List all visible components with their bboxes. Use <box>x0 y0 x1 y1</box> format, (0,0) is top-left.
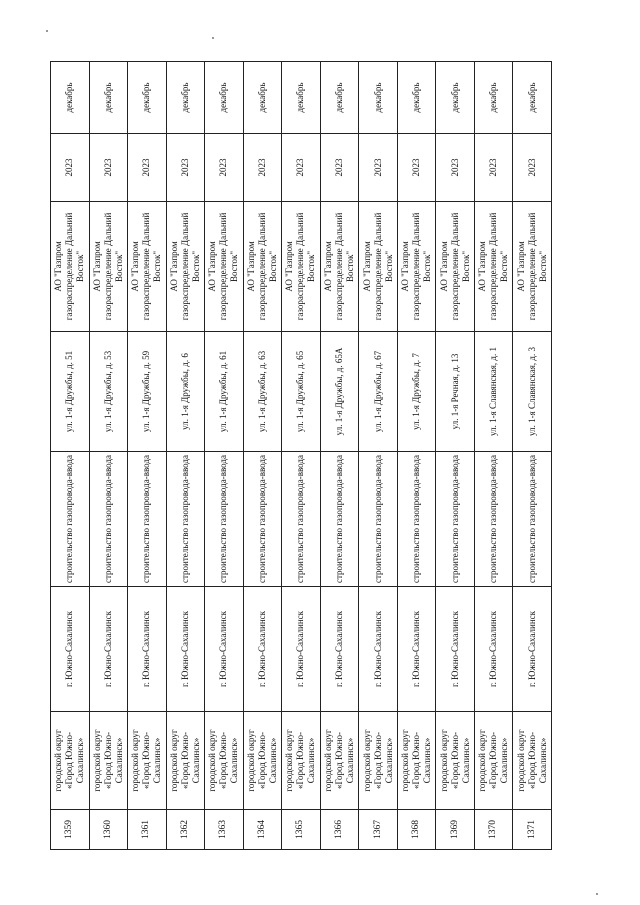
organization-cell: АО "Газпром газораспределение Дальний Восток" <box>166 202 205 332</box>
work-type-cell: строительство газопровода-ввода <box>397 452 436 587</box>
district-cell: городской округ «Город Южно-Сахалинск» <box>320 712 359 810</box>
month-cell: декабрь <box>513 62 552 134</box>
district-cell: городской округ «Город Южно-Сахалинск» <box>513 712 552 810</box>
row-number: 1370 <box>474 810 513 850</box>
table-body <box>51 62 552 850</box>
gas-pipeline-table <box>50 61 552 850</box>
month-cell: декабрь <box>51 62 90 134</box>
city-cell: г. Южно-Сахалинск <box>397 587 436 712</box>
year-cell: 2023 <box>359 134 398 202</box>
row-number: 1363 <box>205 810 244 850</box>
address-cell: ул. 1-я Дружбы, д. 51 <box>51 332 90 452</box>
city-cell: г. Южно-Сахалинск <box>89 587 128 712</box>
city-cell: г. Южно-Сахалинск <box>51 587 90 712</box>
address-cell: ул. 1-я Дружбы, д. 67 <box>359 332 398 452</box>
organization-cell: АО "Газпром газораспределение Дальний Восток" <box>513 202 552 332</box>
month-cell: декабрь <box>128 62 167 134</box>
year-cell: 2023 <box>320 134 359 202</box>
address-cell: ул. 1-я Дружбы, д. 59 <box>128 332 167 452</box>
work-type-cell: строительство газопровода-ввода <box>474 452 513 587</box>
organization-cell: АО "Газпром газораспределение Дальний Восток" <box>397 202 436 332</box>
table-row <box>513 62 552 850</box>
district-cell: городской округ «Город Южно-Сахалинск» <box>51 712 90 810</box>
row-number: 1362 <box>166 810 205 850</box>
work-type-cell: строительство газопровода-ввода <box>51 452 90 587</box>
organization-cell: АО "Газпром газораспределение Дальний Восток" <box>282 202 321 332</box>
work-type-cell: строительство газопровода-ввода <box>436 452 475 587</box>
address-cell: ул. 1-я Дружбы, д. 6 <box>166 332 205 452</box>
table-row <box>397 62 436 850</box>
work-type-cell: строительство газопровода-ввода <box>359 452 398 587</box>
district-cell: городской округ «Город Южно-Сахалинск» <box>128 712 167 810</box>
table-row <box>205 62 244 850</box>
row-number: 1366 <box>320 810 359 850</box>
table-row <box>436 62 475 850</box>
organization-cell: АО "Газпром газораспределение Дальний Восток" <box>359 202 398 332</box>
year-cell: 2023 <box>397 134 436 202</box>
year-cell: 2023 <box>474 134 513 202</box>
table-row <box>359 62 398 850</box>
district-cell: городской округ «Город Южно-Сахалинск» <box>243 712 282 810</box>
table-row <box>243 62 282 850</box>
table-row <box>474 62 513 850</box>
work-type-cell: строительство газопровода-ввода <box>128 452 167 587</box>
month-cell: декабрь <box>89 62 128 134</box>
year-cell: 2023 <box>128 134 167 202</box>
year-cell: 2023 <box>205 134 244 202</box>
organization-cell: АО "Газпром газораспределение Дальний Восток" <box>205 202 244 332</box>
table-row <box>89 62 128 850</box>
organization-cell: АО "Газпром газораспределение Дальний Восток" <box>320 202 359 332</box>
organization-cell: АО "Газпром газораспределение Дальний Восток" <box>474 202 513 332</box>
month-cell: декабрь <box>359 62 398 134</box>
work-type-cell: строительство газопровода-ввода <box>89 452 128 587</box>
city-cell: г. Южно-Сахалинск <box>205 587 244 712</box>
row-number: 1371 <box>513 810 552 850</box>
year-cell: 2023 <box>89 134 128 202</box>
district-cell: городской округ «Город Южно-Сахалинск» <box>436 712 475 810</box>
address-cell: ул. 1-я Дружбы, д. 65 <box>282 332 321 452</box>
month-cell: декабрь <box>320 62 359 134</box>
district-cell: городской округ «Город Южно-Сахалинск» <box>359 712 398 810</box>
city-cell: г. Южно-Сахалинск <box>436 587 475 712</box>
year-cell: 2023 <box>436 134 475 202</box>
address-cell: ул. 1-я Речная, д. 13 <box>436 332 475 452</box>
district-cell: городской округ «Город Южно-Сахалинск» <box>89 712 128 810</box>
city-cell: г. Южно-Сахалинск <box>513 587 552 712</box>
row-number: 1361 <box>128 810 167 850</box>
district-cell: городской округ «Город Южно-Сахалинск» <box>474 712 513 810</box>
city-cell: г. Южно-Сахалинск <box>359 587 398 712</box>
work-type-cell: строительство газопровода-ввода <box>205 452 244 587</box>
work-type-cell: строительство газопровода-ввода <box>166 452 205 587</box>
row-number: 1359 <box>51 810 90 850</box>
row-number: 1367 <box>359 810 398 850</box>
scan-speck <box>46 30 48 32</box>
district-cell: городской округ «Город Южно-Сахалинск» <box>166 712 205 810</box>
month-cell: декабрь <box>474 62 513 134</box>
address-cell: ул. 1-я Славянская, д. 1 <box>474 332 513 452</box>
district-cell: городской округ «Город Южно-Сахалинск» <box>397 712 436 810</box>
city-cell: г. Южно-Сахалинск <box>320 587 359 712</box>
month-cell: декабрь <box>436 62 475 134</box>
work-type-cell: строительство газопровода-ввода <box>282 452 321 587</box>
address-cell: ул. 1-я Дружбы, д. 63 <box>243 332 282 452</box>
work-type-cell: строительство газопровода-ввода <box>243 452 282 587</box>
row-number: 1364 <box>243 810 282 850</box>
address-cell: ул. 1-я Дружбы, д. 61 <box>205 332 244 452</box>
scan-speck <box>596 893 598 895</box>
district-cell: городской округ «Город Южно-Сахалинск» <box>205 712 244 810</box>
year-cell: 2023 <box>166 134 205 202</box>
address-cell: ул. 1-я Дружбы, д. 7 <box>397 332 436 452</box>
row-number: 1368 <box>397 810 436 850</box>
month-cell: декабрь <box>243 62 282 134</box>
row-number: 1365 <box>282 810 321 850</box>
scan-speck <box>212 37 214 39</box>
city-cell: г. Южно-Сахалинск <box>243 587 282 712</box>
work-type-cell: строительство газопровода-ввода <box>320 452 359 587</box>
table-row <box>128 62 167 850</box>
table-row <box>51 62 90 850</box>
district-cell: городской округ «Город Южно-Сахалинск» <box>282 712 321 810</box>
row-number: 1369 <box>436 810 475 850</box>
city-cell: г. Южно-Сахалинск <box>282 587 321 712</box>
address-cell: ул. 1-я Дружбы, д. 53 <box>89 332 128 452</box>
address-cell: ул. 1-я Славянская, д. 3 <box>513 332 552 452</box>
year-cell: 2023 <box>513 134 552 202</box>
city-cell: г. Южно-Сахалинск <box>128 587 167 712</box>
year-cell: 2023 <box>282 134 321 202</box>
year-cell: 2023 <box>51 134 90 202</box>
row-number: 1360 <box>89 810 128 850</box>
year-cell: 2023 <box>243 134 282 202</box>
organization-cell: АО "Газпром газораспределение Дальний Восток" <box>436 202 475 332</box>
organization-cell: АО "Газпром газораспределение Дальний Восток" <box>128 202 167 332</box>
table-row <box>282 62 321 850</box>
month-cell: декабрь <box>397 62 436 134</box>
city-cell: г. Южно-Сахалинск <box>166 587 205 712</box>
rotated-table-wrapper <box>50 62 552 850</box>
organization-cell: АО "Газпром газораспределение Дальний Восток" <box>51 202 90 332</box>
organization-cell: АО "Газпром газораспределение Дальний Восток" <box>243 202 282 332</box>
organization-cell: АО "Газпром газораспределение Дальний Восток" <box>89 202 128 332</box>
month-cell: декабрь <box>205 62 244 134</box>
city-cell: г. Южно-Сахалинск <box>474 587 513 712</box>
month-cell: декабрь <box>282 62 321 134</box>
work-type-cell: строительство газопровода-ввода <box>513 452 552 587</box>
month-cell: декабрь <box>166 62 205 134</box>
address-cell: ул. 1-я Дружбы, д. 65А <box>320 332 359 452</box>
table-row <box>320 62 359 850</box>
table-row <box>166 62 205 850</box>
